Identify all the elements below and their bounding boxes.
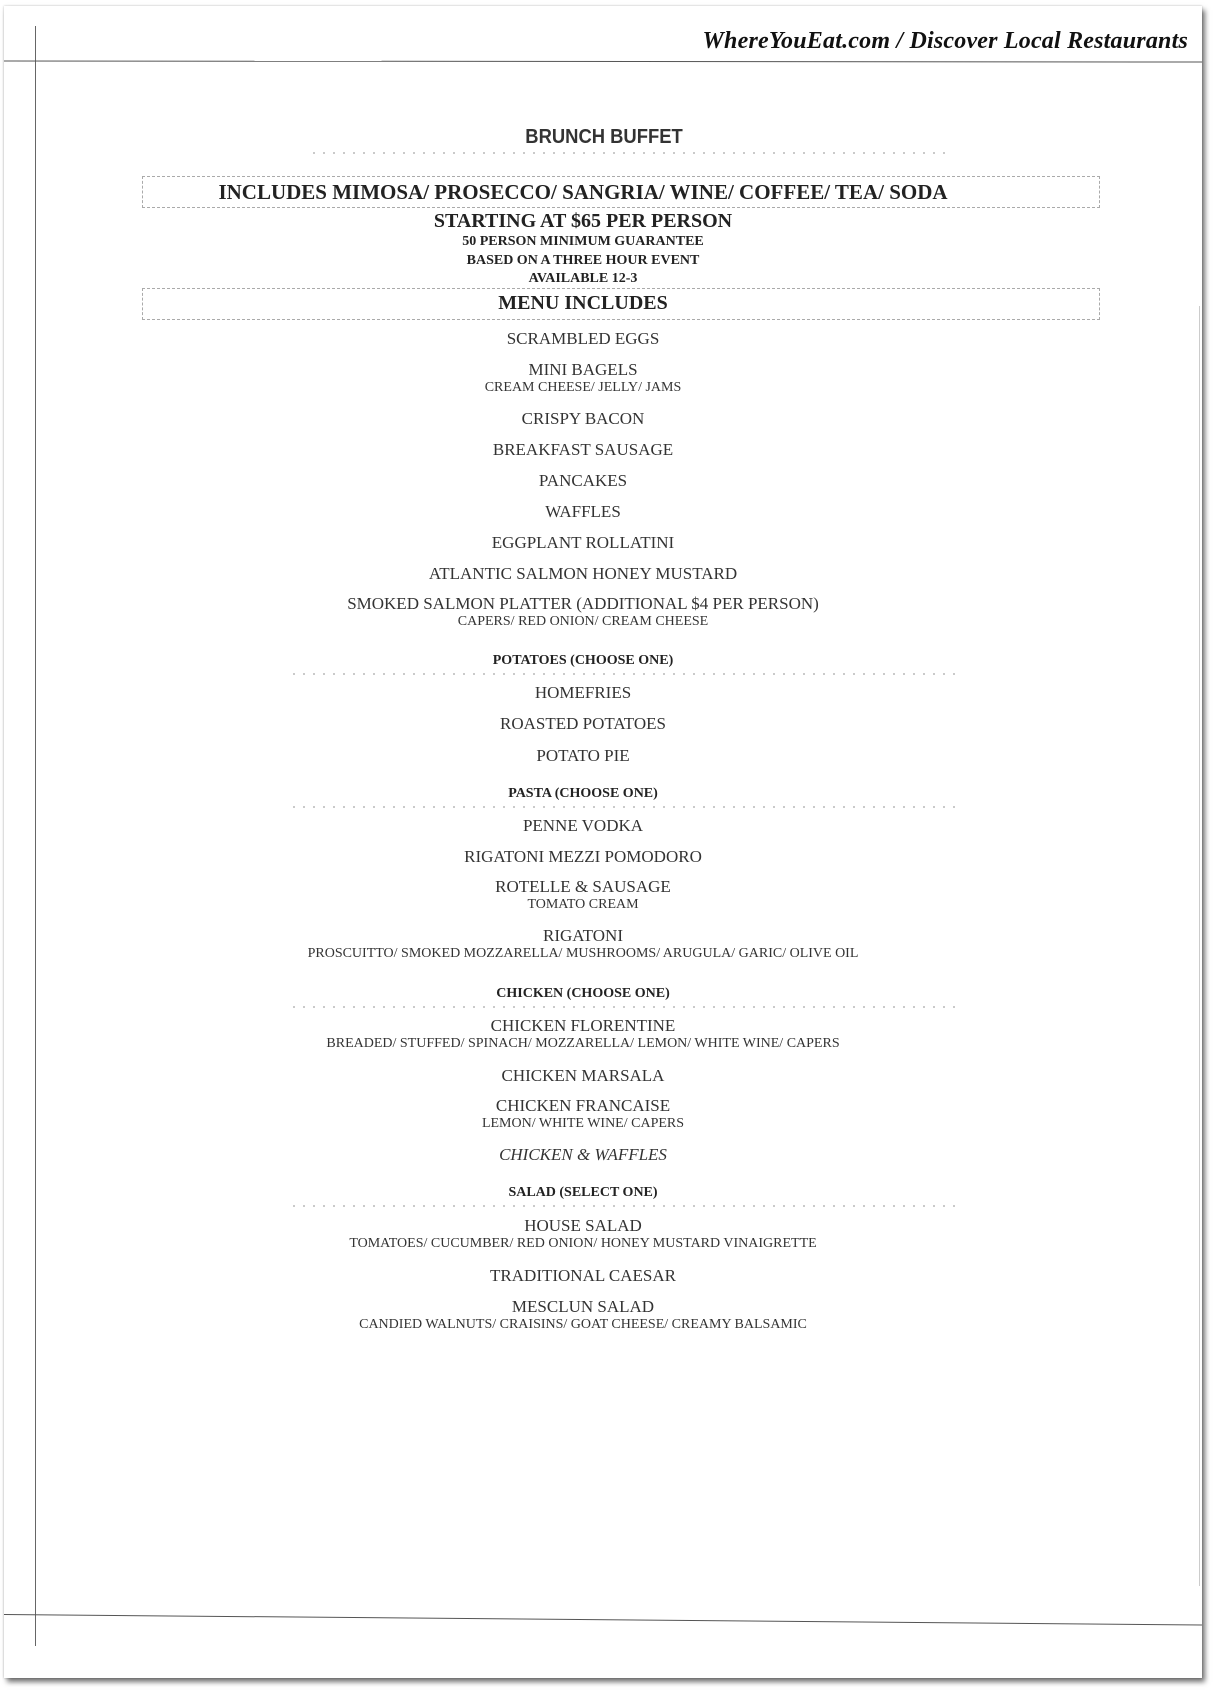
menu-item: TRADITIONAL CAESAR (490, 1266, 676, 1285)
menu-item: CHICKEN FRANCAISE (495, 1096, 671, 1115)
menu-item: EGGPLANT ROLLATINI (491, 533, 675, 552)
menu-page (4, 6, 1202, 1678)
menu-item: SCRAMBLED EGGS (506, 329, 660, 348)
menu-item: PANCAKES (538, 471, 628, 490)
menu-item-detail: PROSCUITTO/ SMOKED MOZZARELLA/ MUSHROOMS/ ARUGULA/ GARIC/ OLIVE OIL (307, 946, 859, 961)
menu-item: CHICKEN FLORENTINE (490, 1016, 676, 1035)
section-heading-pasta: PASTA (CHOOSE ONE) (508, 786, 658, 801)
menu-item: MESCLUN SALAD (511, 1297, 655, 1316)
section-heading-salad: SALAD (SELECT ONE) (508, 1185, 658, 1200)
footer-divider (4, 1614, 1202, 1625)
section-dotted-divider (289, 806, 959, 808)
menu-item: CHICKEN MARSALA (501, 1066, 665, 1085)
menu-item: SMOKED SALMON PLATTER (ADDITIONAL $4 PER PERSON) (347, 594, 819, 613)
menu-item-detail: LEMON/ WHITE WINE/ CAPERS (481, 1116, 685, 1131)
menu-includes-heading: MENU INCLUDES (498, 292, 668, 314)
menu-item: BREAKFAST SAUSAGE (492, 440, 674, 459)
menu-item: CRISPY BACON (521, 409, 645, 428)
menu-item: ROASTED POTATOES (500, 714, 666, 733)
menu-item: RIGATONI MEZZI POMODORO (464, 847, 702, 866)
left-margin-line (35, 26, 36, 1646)
section-heading-potatoes: POTATOES (CHOOSE ONE) (492, 653, 674, 668)
site-header-title: WhereYouEat.com / Discover Local Restaurants (702, 28, 1188, 54)
menu-item: HOMEFRIES (534, 683, 632, 702)
section-dotted-divider (289, 1205, 959, 1207)
menu-title: BRUNCH BUFFET (525, 126, 683, 148)
menu-item-detail: CREAM CHEESE/ JELLY/ JAMS (484, 380, 682, 395)
title-dotted-divider (309, 152, 949, 154)
menu-item-detail: BREADED/ STUFFED/ SPINACH/ MOZZARELLA/ LEMON/ WHITE WINE/ CAPERS (326, 1036, 840, 1051)
menu-item: ATLANTIC SALMON HONEY MUSTARD (428, 564, 738, 583)
section-dotted-divider (289, 1006, 959, 1008)
menu-item: POTATO PIE (536, 746, 630, 765)
menu-item: HOUSE SALAD (524, 1216, 642, 1235)
section-heading-chicken: CHICKEN (CHOOSE ONE) (496, 986, 670, 1001)
menu-item-detail: CAPERS/ RED ONION/ CREAM CHEESE (457, 614, 709, 629)
menu-item-detail: TOMATO CREAM (527, 897, 639, 912)
minimum-text: 50 PERSON MINIMUM GUARANTEE (462, 234, 704, 249)
section-dotted-divider (289, 673, 959, 675)
duration-text: BASED ON A THREE HOUR EVENT (466, 253, 700, 268)
menu-item: CHICKEN & WAFFLES (499, 1145, 667, 1164)
menu-item: PENNE VODKA (522, 816, 644, 835)
menu-item: ROTELLE & SAUSAGE (495, 877, 671, 896)
menu-item: WAFFLES (545, 502, 621, 521)
price-text: STARTING AT $65 PER PERSON (433, 210, 733, 232)
menu-item: MINI BAGELS (528, 360, 638, 379)
menu-item-detail: CANDIED WALNUTS/ CRAISINS/ GOAT CHEESE/ CREAMY BALSAMIC (359, 1317, 807, 1332)
menu-item-detail: TOMATOES/ CUCUMBER/ RED ONION/ HONEY MUSTARD VINAIGRETTE (349, 1236, 817, 1251)
header-divider (4, 60, 1202, 62)
menu-item: RIGATONI (543, 926, 623, 945)
includes-drinks-text: INCLUDES MIMOSA/ PROSECCO/ SANGRIA/ WINE/ COFFEE/ TEA/ SODA (218, 180, 948, 204)
availability-text: AVAILABLE 12-3 (528, 271, 638, 286)
